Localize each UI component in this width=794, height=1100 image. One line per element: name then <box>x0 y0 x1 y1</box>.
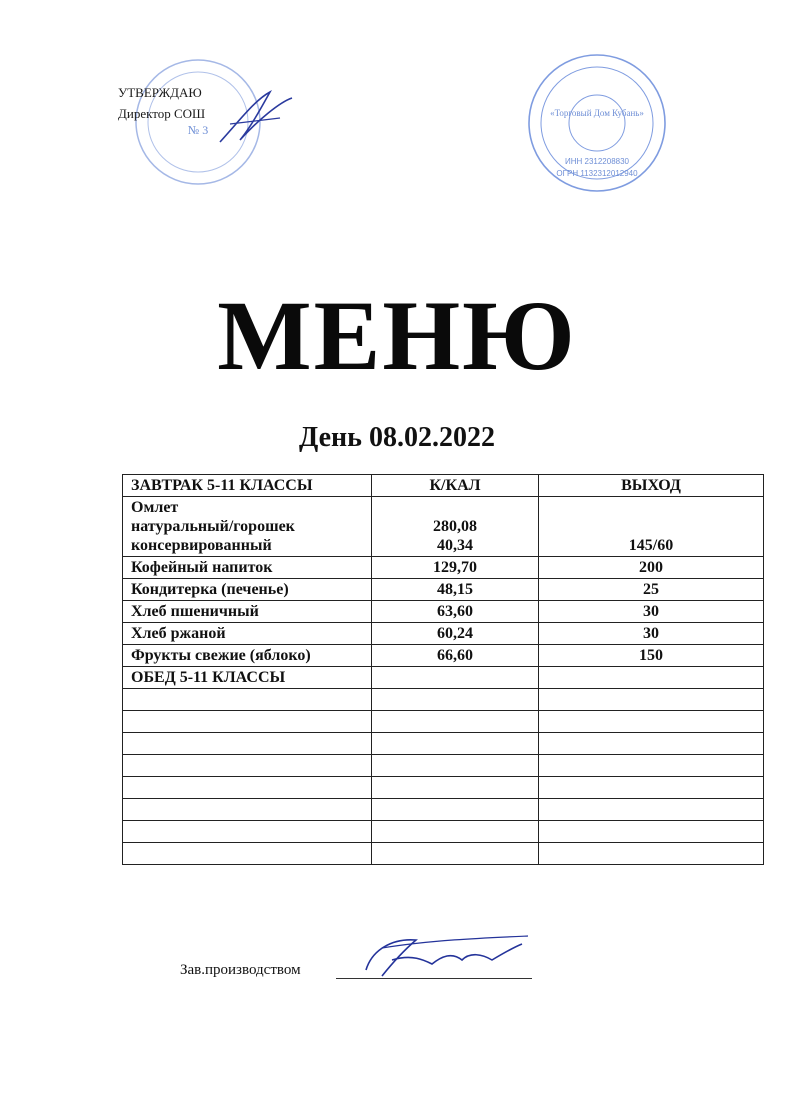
empty-cell <box>539 733 764 755</box>
approval-line-2: Директор СОШ <box>118 106 206 121</box>
director-signature <box>210 80 300 160</box>
approval-block <box>118 82 205 124</box>
dish-kcal: 60,24 <box>372 623 539 645</box>
empty-cell <box>372 843 539 865</box>
empty-row <box>123 821 764 843</box>
empty-cell <box>372 821 539 843</box>
seal-inn: ИНН 2312208830 <box>564 157 630 166</box>
empty-cell <box>123 733 372 755</box>
table-row <box>123 623 764 645</box>
production-manager-signature <box>352 930 532 990</box>
empty-cell <box>372 667 539 689</box>
table-header-row <box>123 475 764 497</box>
dish-name-line: натуральный/горошек <box>131 518 295 535</box>
empty-cell <box>372 689 539 711</box>
empty-cell <box>539 711 764 733</box>
header-meal: ЗАВТРАК 5-11 КЛАССЫ <box>123 475 372 497</box>
dish-name: Кофейный напиток <box>123 557 372 579</box>
header-kcal: К/КАЛ <box>372 475 539 497</box>
empty-cell <box>372 799 539 821</box>
empty-cell <box>539 843 764 865</box>
empty-row <box>123 689 764 711</box>
table-row <box>123 497 764 557</box>
table-row <box>123 601 764 623</box>
empty-cell <box>372 733 539 755</box>
dish-kcal-line: 280,08 <box>433 518 477 535</box>
dish-name: Фрукты свежие (яблоко) <box>123 645 372 667</box>
dish-kcal: 66,60 <box>372 645 539 667</box>
dish-name <box>123 497 372 557</box>
dish-name: Хлеб пшеничный <box>123 601 372 623</box>
dish-kcal: 63,60 <box>372 601 539 623</box>
empty-cell <box>123 843 372 865</box>
empty-cell <box>539 821 764 843</box>
empty-cell <box>539 755 764 777</box>
dish-output: 25 <box>539 579 764 601</box>
empty-cell <box>123 711 372 733</box>
empty-row <box>123 777 764 799</box>
dish-output: 150 <box>539 645 764 667</box>
empty-cell <box>539 689 764 711</box>
empty-row <box>123 755 764 777</box>
production-manager-label: Зав.производством <box>180 962 301 978</box>
organization-seal <box>526 52 668 194</box>
dish-name: Хлеб ржаной <box>123 623 372 645</box>
empty-row <box>123 799 764 821</box>
empty-cell <box>539 667 764 689</box>
dish-output: 30 <box>539 623 764 645</box>
dish-kcal: 129,70 <box>372 557 539 579</box>
menu-table <box>122 474 764 865</box>
dish-kcal <box>372 497 539 557</box>
empty-row <box>123 711 764 733</box>
empty-cell <box>372 777 539 799</box>
empty-row <box>123 733 764 755</box>
dish-name-line: консервированный <box>131 537 272 554</box>
table-row <box>123 645 764 667</box>
empty-cell <box>539 777 764 799</box>
page-title: МЕНЮ <box>217 280 577 391</box>
seal-ogrn: ОГРН 1132312012940 <box>556 169 638 178</box>
empty-cell <box>539 799 764 821</box>
empty-row <box>123 843 764 865</box>
approval-stamp-number: № 3 <box>187 123 209 137</box>
menu-date: День 08.02.2022 <box>299 422 495 453</box>
approval-line-1: УТВЕРЖДАЮ <box>118 85 202 100</box>
dish-output: 30 <box>539 601 764 623</box>
empty-cell <box>372 755 539 777</box>
dish-output: 145/60 <box>539 497 764 557</box>
dish-output: 200 <box>539 557 764 579</box>
dish-name: Кондитерка (печенье) <box>123 579 372 601</box>
lunch-header: ОБЕД 5-11 КЛАССЫ <box>123 667 372 689</box>
empty-cell <box>123 799 372 821</box>
empty-cell <box>123 755 372 777</box>
empty-cell <box>123 777 372 799</box>
table-row <box>123 579 764 601</box>
header-output: ВЫХОД <box>539 475 764 497</box>
empty-cell <box>123 689 372 711</box>
dish-kcal: 48,15 <box>372 579 539 601</box>
empty-cell <box>123 821 372 843</box>
lunch-header-row <box>123 667 764 689</box>
empty-cell <box>372 711 539 733</box>
dish-name-line: Омлет <box>131 499 179 516</box>
seal-name: «Торговый Дом Кубань» <box>550 108 644 118</box>
dish-kcal-line: 40,34 <box>437 537 473 554</box>
table-row <box>123 557 764 579</box>
